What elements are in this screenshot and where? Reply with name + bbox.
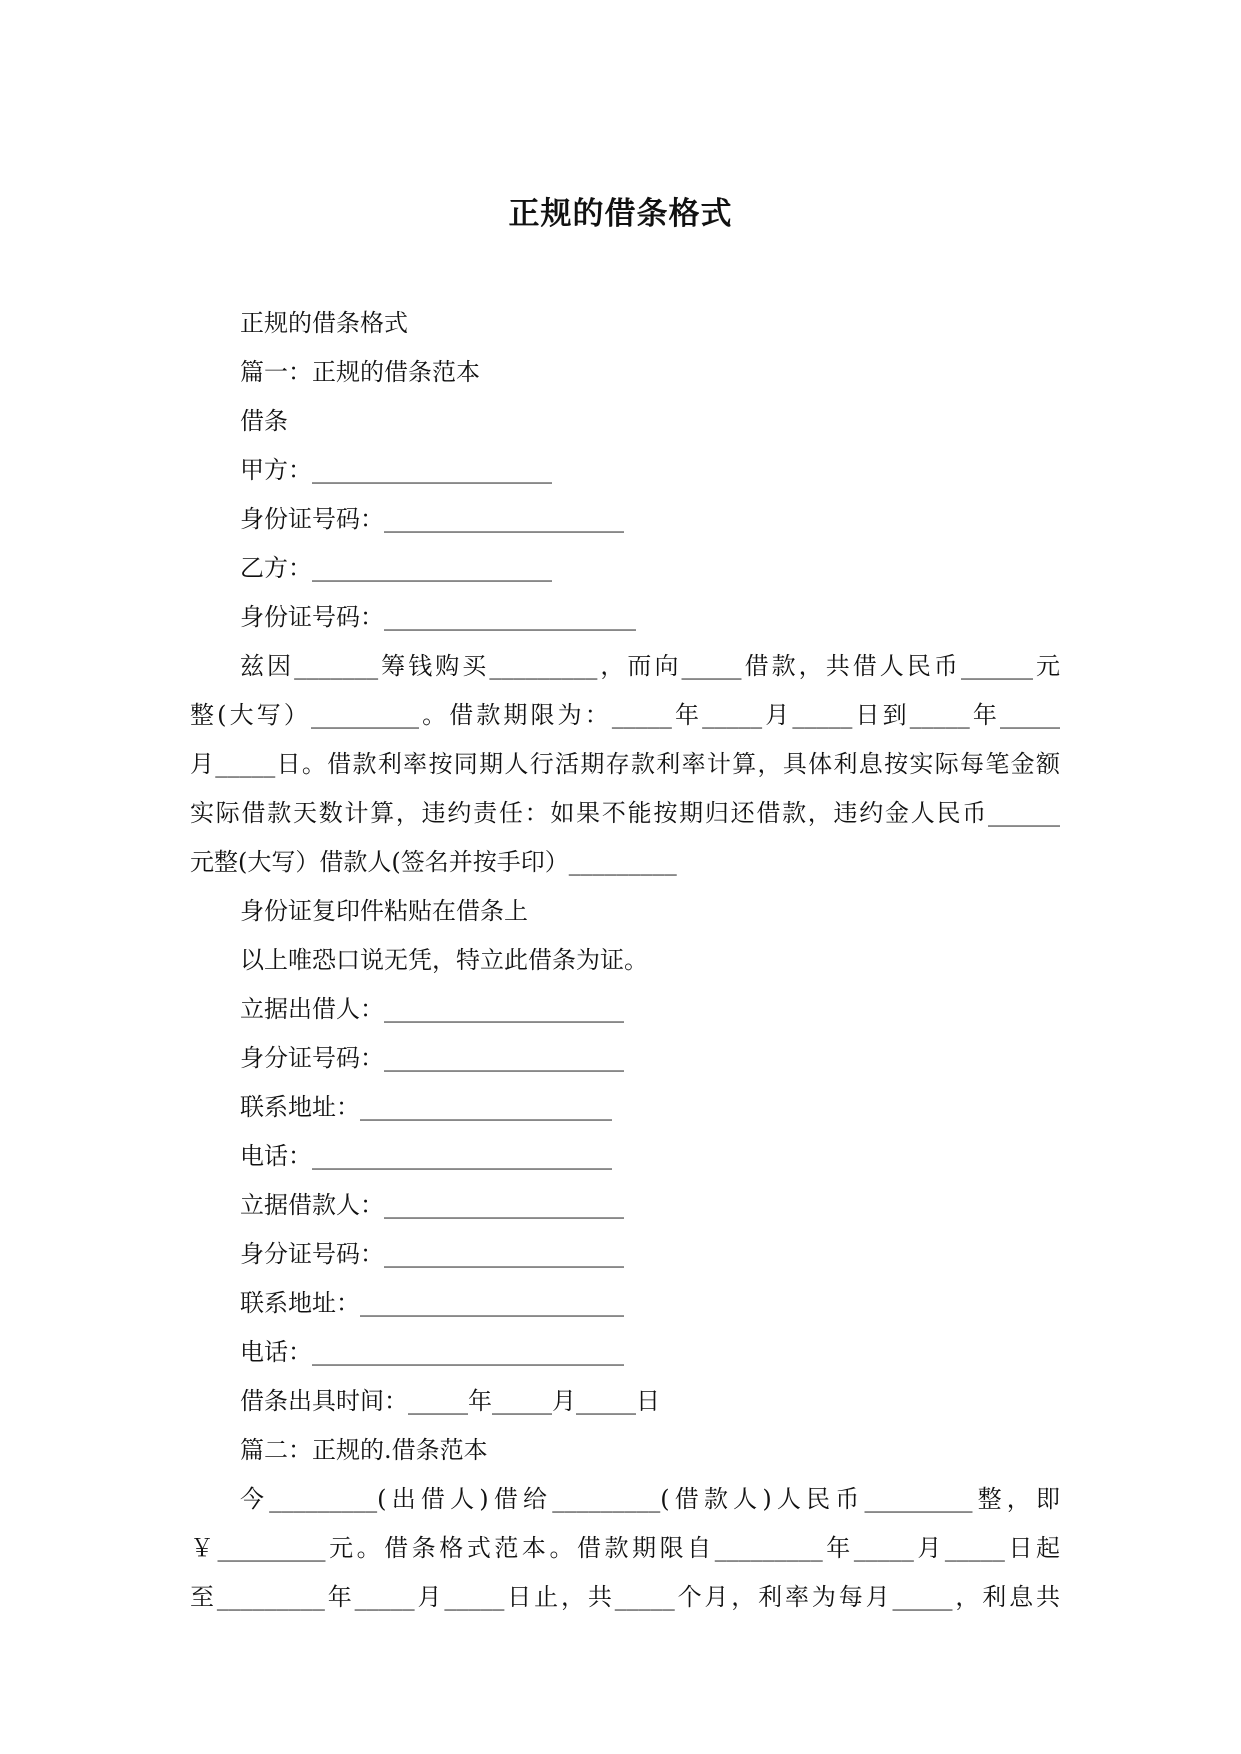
- party-a-field: 甲方：____________________: [240, 456, 552, 484]
- loan-clause-line: 月_____日。借款利率按同期人行活期存款利率计算，具体利息按实际每笔金额: [190, 750, 1060, 778]
- lender-phone-field: 电话：_________________________: [240, 1142, 612, 1170]
- section-heading-2: 篇二：正规的.借条范本: [240, 1436, 488, 1464]
- borrower-phone-field: 电话：__________________________: [240, 1338, 624, 1366]
- lender-id-field: 身分证号码：____________________: [240, 1044, 624, 1072]
- loan-clause-line: 兹因_______筹钱购买_________，而向_____借款，共借人民币______元: [240, 652, 1060, 680]
- certification-note: 以上唯恐口说无凭，特立此借条为证。: [240, 946, 648, 974]
- party-b-id-field: 身份证号码：_____________________: [240, 603, 636, 631]
- party-b-field: 乙方：____________________: [240, 554, 552, 582]
- borrower-address-field: 联系地址：______________________: [240, 1289, 624, 1317]
- loan-clause-line: 实际借款天数计算，违约责任：如果不能按期归还借款，违约金人民币______: [190, 799, 1060, 827]
- document-body: [190, 299, 1060, 1622]
- party-a-id-field: 身份证号码：____________________: [240, 505, 624, 533]
- loan-clause-line: 至_________年_____月_____日止，共_____个月，利率为每月_____，利息共: [190, 1583, 1060, 1611]
- issue-date-field: 借条出具时间：_____年_____月_____日: [240, 1387, 660, 1415]
- loan-clause-line: 元整(大写）借款人(签名并按手印）_________: [190, 848, 677, 876]
- borrower-id-field: 身分证号码：____________________: [240, 1240, 624, 1268]
- id-copy-note: 身份证复印件粘贴在借条上: [240, 897, 528, 925]
- loan-clause-line: 今_________(出借人)借给_________(借款人)人民币_________整，即: [240, 1485, 1060, 1513]
- section-heading-1: 篇一：正规的借条范本: [240, 358, 480, 386]
- lender-field: 立据出借人：____________________: [240, 995, 624, 1023]
- lender-address-field: 联系地址：_____________________: [240, 1093, 612, 1121]
- document-title: 正规的借条格式: [508, 196, 733, 232]
- borrower-field: 立据借款人：____________________: [240, 1191, 624, 1219]
- loan-clause-line: 整(大写）_________。借款期限为：_____年_____月_____日到_____年_____: [190, 701, 1060, 729]
- loan-clause-line: ￥_________元。借条格式范本。借款期限自_________年_____月_____日起: [190, 1534, 1060, 1562]
- paragraph-heading: 正规的借条格式: [240, 309, 408, 337]
- iou-title: 借条: [240, 407, 288, 435]
